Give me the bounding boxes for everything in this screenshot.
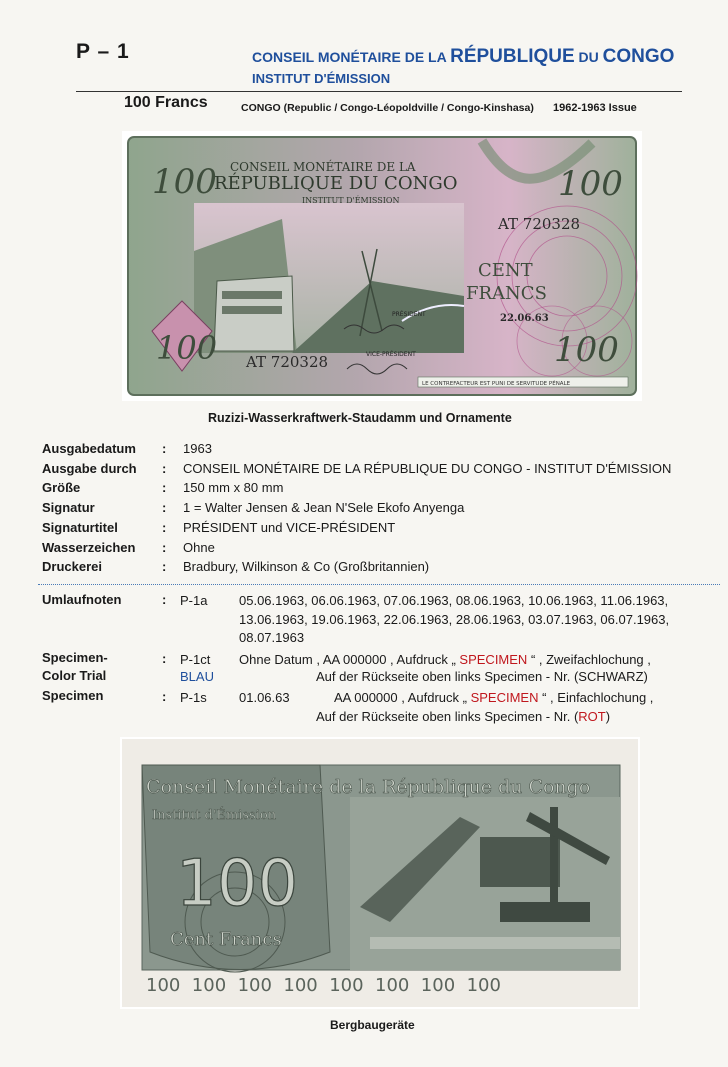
specimen-ct-line2: Auf der Rückseite oben links Specimen - Nr. (SCHWARZ)	[316, 669, 648, 684]
colon: :	[162, 461, 167, 476]
value-issue-date: 1963	[183, 441, 212, 456]
value-signature: 1 = Walter Jensen & Jean N'Sele Ekofo Anyenga	[183, 500, 465, 515]
label-printer: Druckerei	[42, 559, 102, 574]
label-specimen: Specimen	[42, 688, 104, 703]
banknote-front-image	[122, 131, 642, 401]
back-bank-line2: Institut d'Émission	[152, 808, 277, 823]
issuer-title-congo: CONGO	[602, 46, 675, 67]
colon: :	[162, 500, 167, 515]
label-specimen-ct-2: Color Trial	[42, 668, 107, 683]
specimen-ct-text-a: Ohne Datum , AA 000000 , Aufdruck „	[239, 652, 460, 667]
circulation-dates-line3: 08.07.1963	[239, 630, 305, 645]
banknote-front	[122, 131, 642, 401]
label-signature-title: Signaturtitel	[42, 520, 118, 535]
value-printer: Bradbury, Wilkinson & Co (Großbritannien)	[183, 559, 430, 574]
label-specimen-ct-1: Specimen-	[42, 650, 108, 665]
front-serial-top: AT 720328	[498, 215, 581, 233]
specimen-ct-text-b: “ , Zweifachlochung ,	[527, 652, 651, 667]
issuer-title-republique: RÉPUBLIQUE	[450, 46, 575, 67]
value-size: 150 mm x 80 mm	[183, 480, 284, 495]
colon: :	[162, 441, 167, 456]
specimen-ct-line1	[239, 652, 651, 667]
issuer-title-prefix: CONSEIL MONÉTAIRE DE LA	[252, 49, 451, 65]
front-date: 22.06.63	[500, 313, 549, 324]
front-numeral-top-right: 100	[558, 164, 623, 204]
specimen-line2-red: ROT	[578, 709, 606, 724]
back-bank-line1: Conseil Monétaire de la République du Congo	[146, 776, 591, 798]
issuer-title-du: DU	[574, 49, 603, 65]
value-signature-title: PRÉSIDENT und VICE-PRÉSIDENT	[183, 520, 396, 535]
country: CONGO (Republic / Congo-Léopoldville / Congo-Kinshasa)	[241, 102, 534, 114]
front-numeral-bottom-left: 100	[156, 329, 218, 367]
specimen-text-b: “ , Einfachlochung ,	[538, 690, 654, 705]
banknote-back	[120, 737, 640, 1009]
specimen-word: SPECIMEN	[470, 690, 539, 705]
front-bank-line3: INSTITUT D'ÉMISSION	[302, 196, 400, 205]
specimen-ct-code: P-1ct	[180, 652, 211, 667]
colon: :	[162, 540, 167, 555]
specimen-line2-b: )	[605, 709, 611, 724]
specimen-ct-word: SPECIMEN	[459, 652, 528, 667]
value-watermark: Ohne	[183, 540, 215, 555]
section-divider	[38, 584, 720, 585]
specimen-ct-color: BLAU	[180, 669, 214, 684]
colon: :	[162, 592, 167, 607]
specimen-line2	[316, 709, 610, 724]
issuer-subtitle: INSTITUT D'ÉMISSION	[252, 71, 391, 86]
back-value-words: Cent Francs	[170, 929, 282, 950]
issuer-title	[252, 46, 674, 68]
front-sig2-title: VICE-PRÉSIDENT	[366, 351, 416, 358]
colon: :	[162, 689, 167, 704]
circulation-dates-line1: 05.06.1963, 06.06.1963, 07.06.1963, 08.06.1963, 10.06.1963, 11.06.1963,	[239, 593, 669, 608]
front-warning: LE CONTREFACTEUR EST PUNI DE SERVITUDE PÉNALE	[422, 381, 571, 387]
specimen-date: 01.06.63	[239, 690, 290, 705]
front-caption: Ruzizi-Wasserkraftwerk-Staudamm und Ornamente	[208, 411, 512, 425]
colon: :	[162, 651, 167, 666]
front-bank-line2: RÉPUBLIQUE DU CONGO	[214, 173, 458, 194]
back-bottom-numerals: 100 100 100 100 100 100 100 100	[146, 975, 501, 996]
specimen-code: P-1s	[180, 690, 207, 705]
specimen-text-a: AA 000000 , Aufdruck „	[334, 690, 471, 705]
colon: :	[162, 480, 167, 495]
front-serial-bottom: AT 720328	[246, 353, 329, 371]
front-numeral-top-left: 100	[152, 162, 217, 202]
back-caption: Bergbaugeräte	[330, 1018, 415, 1032]
back-numeral: 100	[176, 847, 299, 921]
denomination: 100 Francs	[124, 94, 208, 111]
catalog-number: P – 1	[76, 40, 130, 63]
issue-series: 1962-1963 Issue	[553, 102, 637, 114]
value-issued-by: CONSEIL MONÉTAIRE DE LA RÉPUBLIQUE DU CONGO - INSTITUT D'ÉMISSION	[183, 461, 672, 476]
circulation-code: P-1a	[180, 593, 208, 608]
front-sig1-title: PRÉSIDENT	[392, 311, 426, 318]
specimen-line2-a: Auf der Rückseite oben links Specimen - Nr. (	[316, 709, 579, 724]
front-numeral-bottom-right: 100	[554, 330, 619, 370]
colon: :	[162, 559, 167, 574]
header-rule	[76, 91, 682, 92]
banknote-back-image	[120, 737, 640, 1009]
colon: :	[162, 520, 167, 535]
front-value-word-1: CENT	[478, 260, 533, 281]
label-issued-by: Ausgabe durch	[42, 461, 137, 476]
label-size: Größe	[42, 480, 81, 495]
label-issue-date: Ausgabedatum	[42, 441, 136, 456]
label-watermark: Wasserzeichen	[42, 540, 136, 555]
label-signature: Signatur	[42, 500, 95, 515]
circulation-dates-line2: 13.06.1963, 19.06.1963, 22.06.1963, 28.06.1963, 03.07.1963, 06.07.1963,	[239, 612, 670, 627]
specimen-line1	[334, 690, 653, 705]
front-bank-line1: CONSEIL MONÉTAIRE DE LA	[230, 160, 416, 174]
label-circulation: Umlaufnoten	[42, 592, 122, 607]
front-value-word-2: FRANCS	[466, 283, 547, 304]
